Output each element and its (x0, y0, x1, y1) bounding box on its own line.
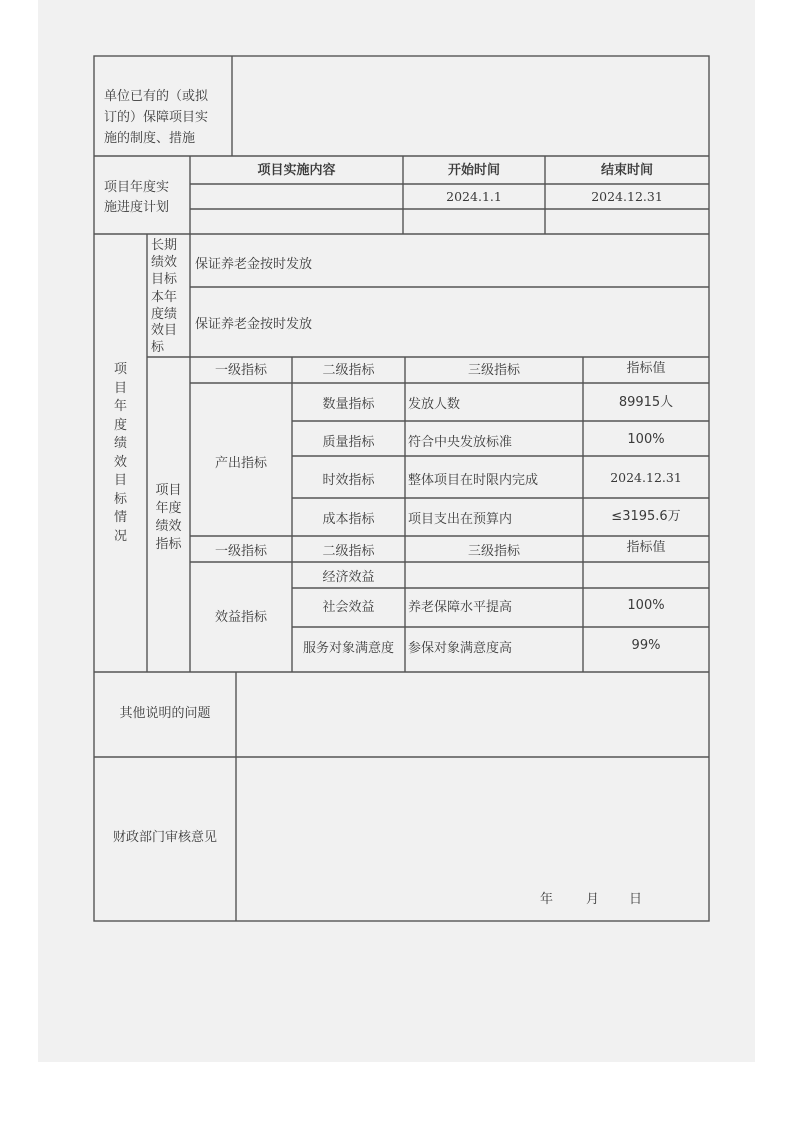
output-level2: 成本指标 (322, 512, 375, 527)
indicator-label (147, 482, 190, 554)
indicator-label-line: 项目 (155, 483, 182, 498)
header-level1: 一级指标 (214, 544, 267, 559)
performance-label-char: 项 (113, 362, 127, 377)
output-level3: 符合中央发放标准 (408, 435, 513, 450)
annual-label-line: 本年 (151, 290, 178, 305)
annual-label-line: 度绩 (151, 306, 178, 322)
benefit-level3: 参保对象满意度高 (408, 641, 513, 656)
schedule-header-content: 项目实施内容 (257, 163, 336, 178)
performance-label (94, 361, 147, 546)
schedule-header-end: 结束时间 (600, 163, 653, 178)
benefit-level3: 养老保障水平提高 (408, 600, 513, 615)
benefit-level2: 经济效益 (322, 570, 375, 585)
indicator-label-line: 绩效 (155, 519, 182, 534)
header-value: 指标值 (626, 361, 666, 376)
benefit-value: 99% (631, 638, 661, 653)
performance-label-char: 绩 (113, 436, 127, 451)
performance-label-char: 度 (113, 417, 127, 433)
other-notes-label: 其他说明的问题 (119, 706, 211, 721)
performance-label-char: 目 (113, 380, 127, 396)
long-term-label-line: 绩效 (151, 255, 178, 270)
benefit-level2: 社会效益 (322, 600, 375, 615)
header-level3: 三级指标 (467, 363, 520, 378)
output-value: 2024.12.31 (610, 470, 682, 485)
performance-label-char: 年 (113, 399, 127, 414)
output-value: 89915人 (618, 395, 674, 410)
output-level2: 时效指标 (322, 473, 375, 488)
annual-value: 保证养老金按时发放 (195, 317, 313, 332)
output-level2: 数量指标 (322, 397, 375, 412)
annual-label-line: 标 (151, 339, 165, 355)
performance-label-char: 目 (113, 473, 127, 488)
date-day: 日 (629, 892, 643, 907)
annual-label (151, 290, 177, 356)
output-group-name: 产出指标 (214, 456, 267, 471)
measures-label (104, 86, 208, 149)
schedule-label-line: 项目年度实 (104, 180, 170, 195)
annual-label-line: 效目 (151, 323, 178, 338)
header-level2: 二级指标 (322, 544, 375, 559)
benefit-level2: 服务对象满意度 (302, 641, 394, 656)
output-value: ≤3195.6万 (611, 509, 681, 524)
performance-label-char: 标 (113, 491, 127, 507)
measures-label-line: 单位已有的（或拟 (104, 89, 209, 104)
schedule-label-line: 施进度计划 (104, 200, 170, 215)
schedule-label (104, 178, 169, 218)
indicator-label-line: 年度 (155, 501, 182, 516)
schedule-row-start: 2024.1.1 (446, 189, 502, 204)
performance-label-char: 情 (113, 510, 127, 525)
long-term-value: 保证养老金按时发放 (195, 257, 313, 272)
benefit-group-name: 效益指标 (214, 610, 267, 625)
measures-label-line: 订的）保障项目实 (104, 110, 209, 125)
measures-value-cell[interactable] (234, 58, 707, 154)
benefit-value: 100% (627, 598, 665, 613)
schedule-header-start: 开始时间 (447, 163, 500, 178)
date-year: 年 (540, 892, 554, 907)
indicator-label-line: 指标 (155, 537, 182, 552)
output-value: 100% (627, 432, 665, 447)
output-level2: 质量指标 (322, 435, 375, 450)
output-level3: 项目支出在预算内 (408, 512, 513, 527)
long-term-label-line: 目标 (151, 272, 178, 287)
date-month: 月 (586, 892, 600, 907)
measures-label-line: 施的制度、措施 (104, 131, 196, 146)
long-term-label (151, 237, 177, 288)
header-level3: 三级指标 (467, 544, 520, 559)
long-term-label-line: 长期 (151, 238, 178, 253)
output-level3: 整体项目在时限内完成 (408, 473, 539, 488)
header-value: 指标值 (626, 540, 666, 555)
performance-label-char: 况 (113, 528, 127, 544)
header-level1: 一级指标 (214, 363, 267, 378)
schedule-row-end: 2024.12.31 (591, 189, 663, 204)
performance-label-char: 效 (113, 454, 127, 470)
finance-review-label: 财政部门审核意见 (112, 830, 217, 845)
header-level2: 二级指标 (322, 363, 375, 378)
output-level3: 发放人数 (408, 397, 461, 412)
other-notes-value-cell[interactable] (238, 674, 707, 755)
